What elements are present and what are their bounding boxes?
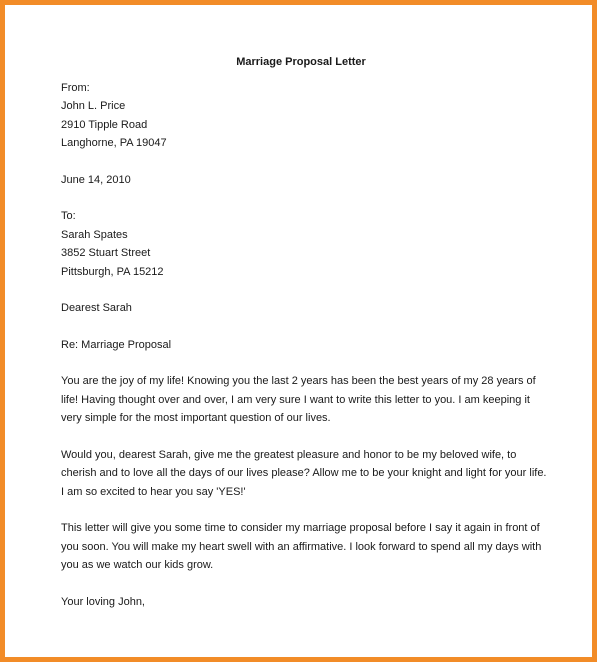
spacer bbox=[61, 281, 541, 299]
subject-line: Re: Marriage Proposal bbox=[61, 338, 172, 351]
to-label: To: bbox=[61, 210, 76, 222]
paragraph-line: This letter will give you some time to consider my marriage proposal before I say it again in front of bbox=[61, 522, 540, 534]
letter-date: June 14, 2010 bbox=[61, 173, 131, 186]
letter-title: Marriage Proposal Letter bbox=[236, 56, 366, 68]
recipient-street: 3852 Stuart Street bbox=[61, 247, 151, 259]
paragraph-line: you soon. You will make my heart swell with an affirmative. I look forward to spend all my days with bbox=[61, 540, 542, 553]
recipient-name: Sarah Spates bbox=[61, 228, 128, 241]
paragraph-3 bbox=[61, 519, 541, 575]
spacer bbox=[61, 428, 541, 446]
paragraph-1 bbox=[61, 372, 541, 428]
spacer bbox=[61, 575, 541, 593]
spacer bbox=[61, 354, 541, 372]
sender-block bbox=[61, 79, 541, 153]
spacer bbox=[61, 501, 541, 519]
letter-body bbox=[61, 53, 547, 611]
paragraph-line: I am so excited to hear you say 'YES!' bbox=[61, 485, 246, 498]
paragraph-line: you as we watch our kids grow. bbox=[61, 559, 214, 571]
spacer bbox=[61, 318, 541, 336]
from-label: From: bbox=[61, 81, 90, 94]
paragraph-line: cherish and to love all the days of our lives please? Allow me to be your knight and light for your life. bbox=[61, 467, 547, 479]
sender-name: John L. Price bbox=[61, 100, 126, 112]
sender-city: Langhorne, PA 19047 bbox=[61, 137, 167, 149]
paragraph-line: Would you, dearest Sarah, give me the greatest pleasure and honor to be my beloved wife, to bbox=[61, 448, 517, 461]
spacer bbox=[61, 189, 541, 207]
paragraph-2 bbox=[61, 446, 547, 502]
closing: Your loving John, bbox=[61, 595, 145, 608]
paragraph-line: life! Having thought over and over, I am very sure I want to write this letter to you. I am keeping it bbox=[61, 393, 530, 406]
spacer bbox=[61, 153, 541, 171]
paragraph-line: You are the joy of my life! Knowing you the last 2 years has been the best years of my 28 years of bbox=[61, 375, 536, 387]
sender-street: 2910 Tipple Road bbox=[61, 118, 148, 131]
paragraph-line: very simple for the most important question of our lives. bbox=[61, 412, 331, 424]
recipient-block bbox=[61, 207, 541, 281]
salutation: Dearest Sarah bbox=[61, 302, 132, 314]
recipient-city: Pittsburgh, PA 15212 bbox=[61, 265, 164, 278]
